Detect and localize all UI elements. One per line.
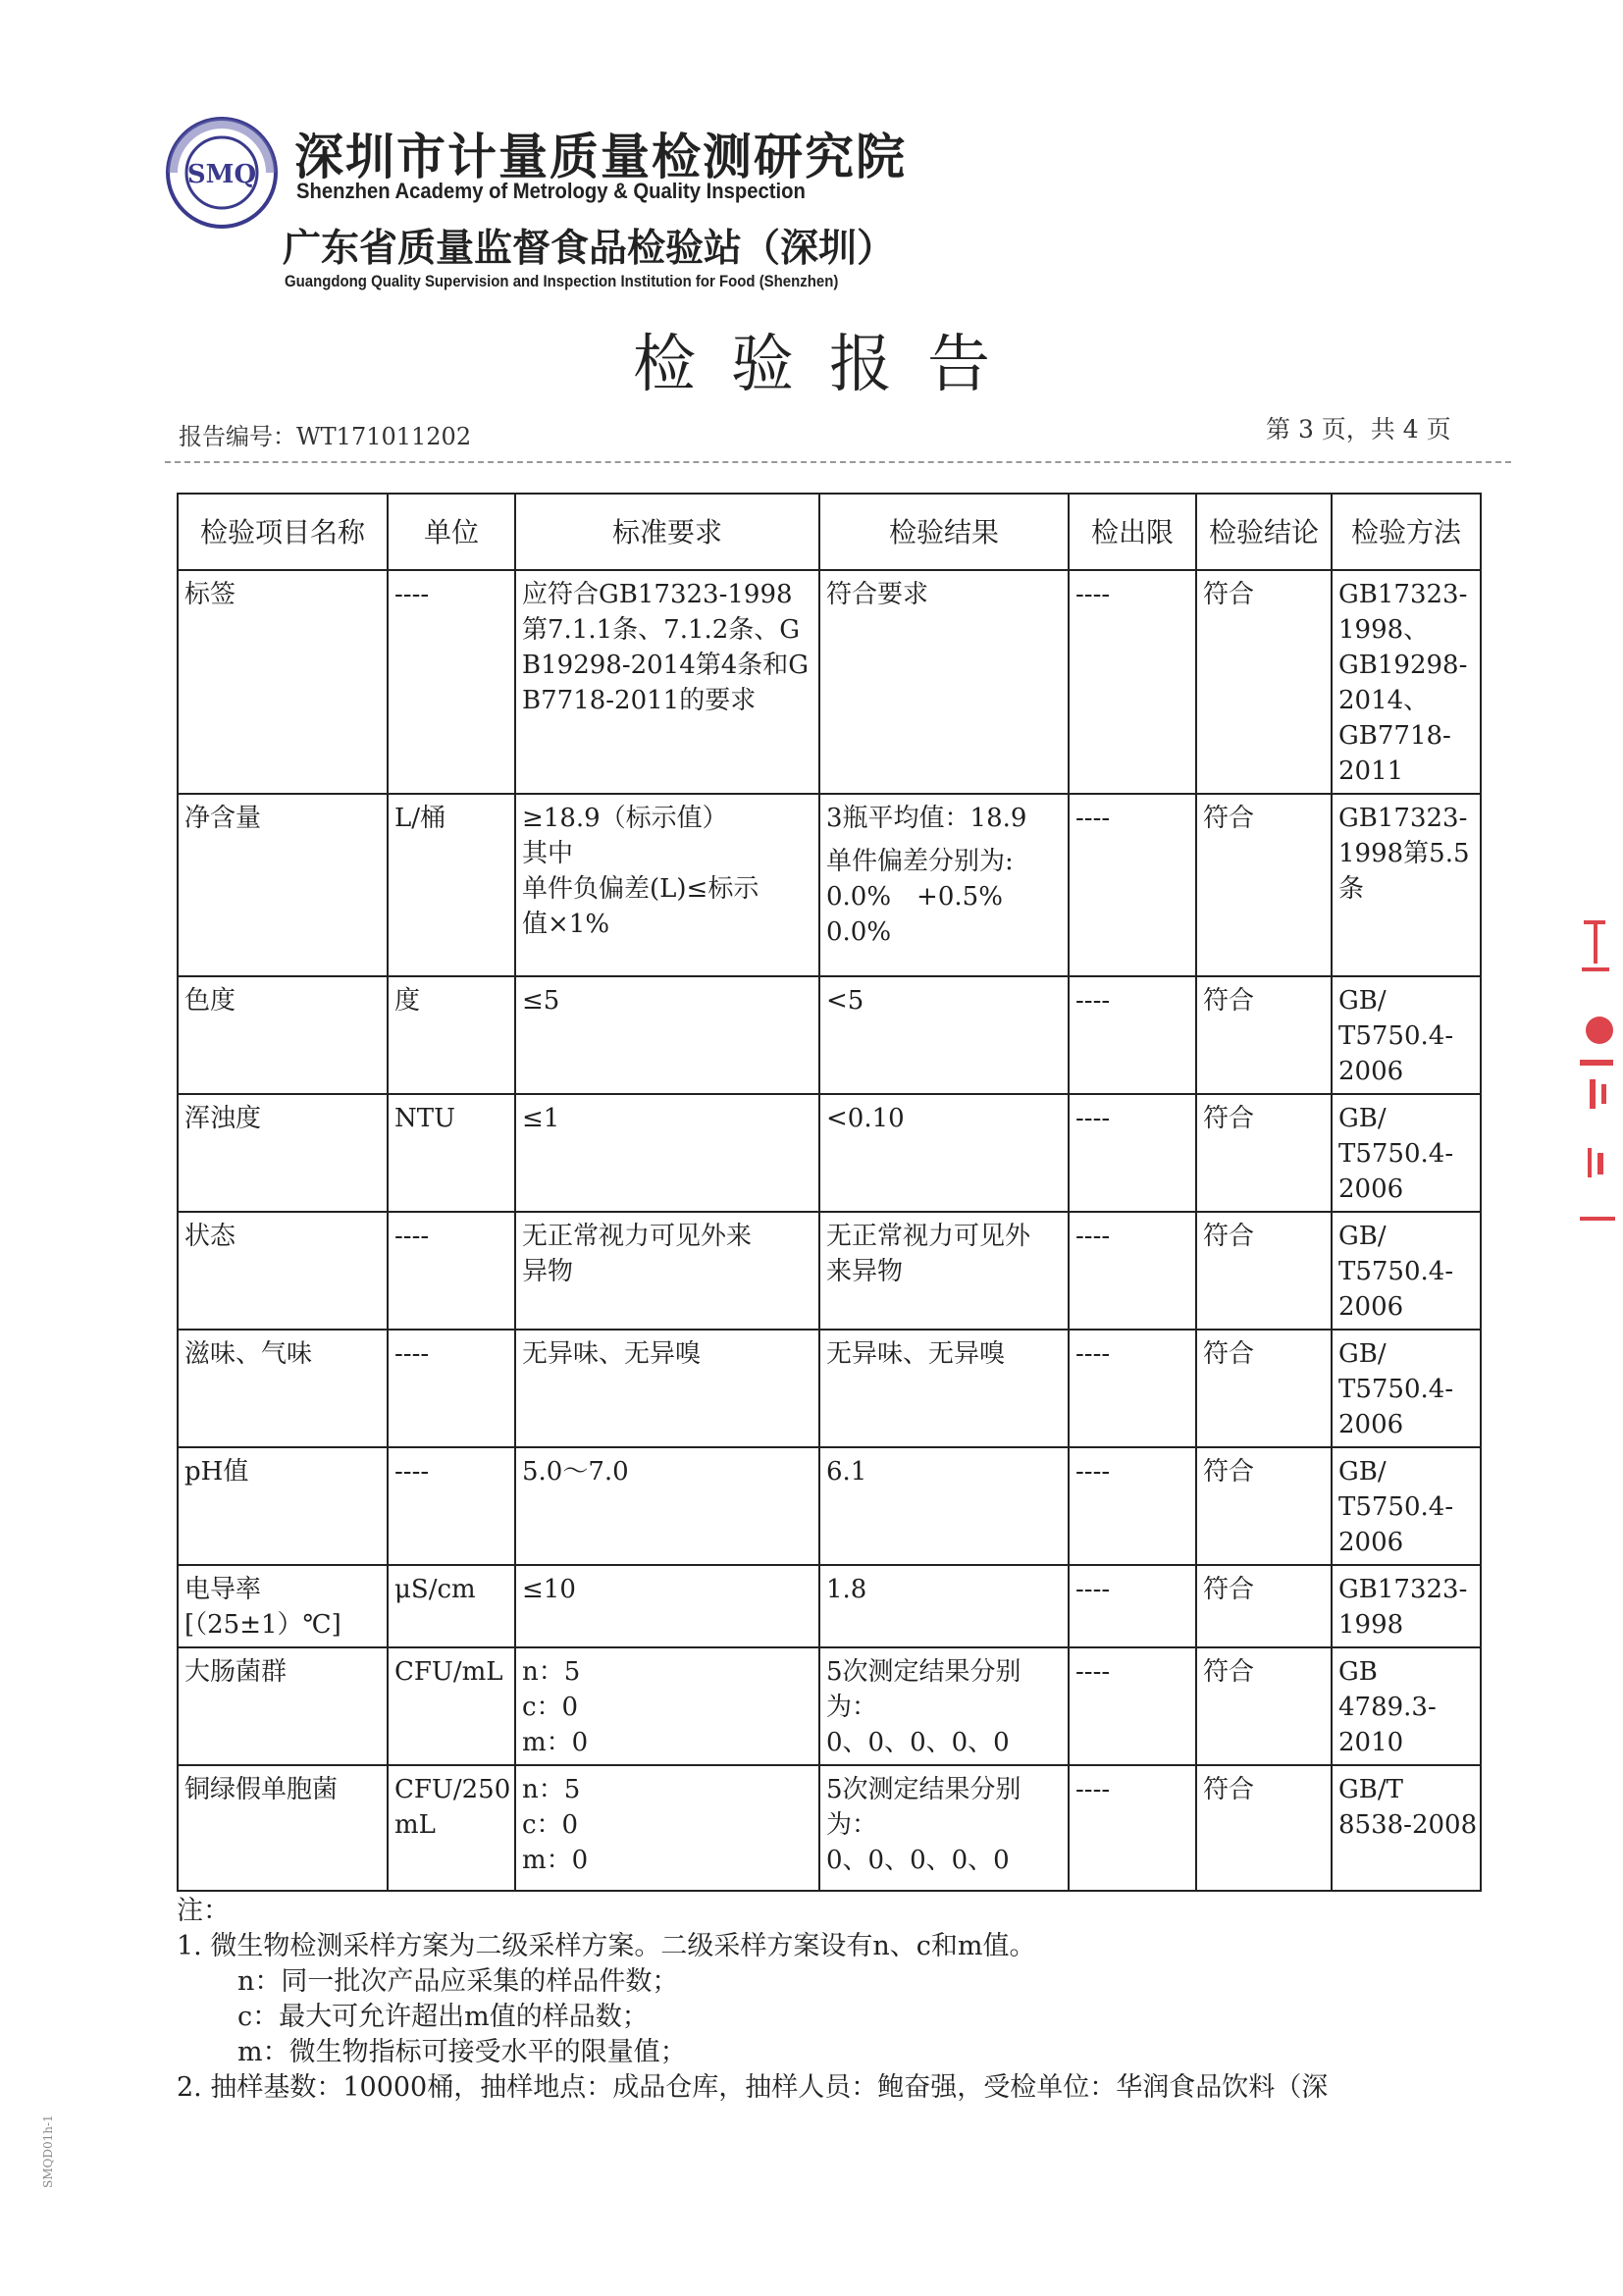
cell-line: 5.0～7.0 (522, 1457, 629, 1487)
cell-line: GB (1338, 1657, 1378, 1687)
cell-line: NTU (394, 1104, 456, 1133)
cell-line: GB/ (1338, 986, 1387, 1016)
cell-line: T5750.4- (1338, 1257, 1454, 1286)
cell-line: ---- (1075, 580, 1111, 609)
cell-result (819, 794, 1069, 976)
cell-conclusion (1196, 794, 1332, 976)
cell-item (178, 976, 388, 1094)
cell-line: 2006 (1338, 1057, 1404, 1086)
cell-line: 5次测定结果分别 (826, 1657, 1021, 1687)
cell-line: GB19298- (1338, 651, 1468, 680)
cell-line: 符合 (1203, 804, 1255, 833)
cell-line: 单件负偏差(L)≤标示 (522, 874, 759, 904)
cell-requirement (515, 1565, 819, 1647)
seam-stamp-icon (1570, 913, 1623, 1236)
cell-requirement (515, 1330, 819, 1447)
cell-line: GB17323- (1338, 804, 1468, 833)
cell-requirement (515, 570, 819, 794)
cell-limit (1069, 570, 1196, 794)
cell-line: pH值 (184, 1457, 249, 1487)
cell-line: 1998、 (1338, 615, 1430, 645)
cell-line: c：0 (522, 1693, 579, 1722)
cell-line: 电导率 (184, 1575, 262, 1604)
cell-line: ---- (1075, 986, 1111, 1016)
cell-line: 6.1 (826, 1457, 867, 1487)
cell-unit (388, 1647, 515, 1765)
cell-line: 净含量 (184, 804, 262, 833)
cell-line: 为： (826, 1810, 878, 1840)
cell-line: [（25±1）℃] (184, 1610, 341, 1640)
cell-line: 符合 (1203, 986, 1255, 1016)
notes-heading: 注： (177, 1896, 230, 1926)
cell-line: T5750.4- (1338, 1139, 1454, 1169)
cell-line: 大肠菌群 (184, 1657, 288, 1687)
cell-result (819, 1094, 1069, 1212)
cell-unit (388, 570, 515, 794)
cell-limit (1069, 976, 1196, 1094)
table-row (178, 1094, 1481, 1212)
cell-method (1332, 1647, 1481, 1765)
cell-unit (388, 976, 515, 1094)
col-header-limit: 检出限 (1069, 494, 1196, 570)
cell-requirement (515, 1647, 819, 1765)
cell-unit (388, 1765, 515, 1891)
cell-line: c：0 (522, 1810, 579, 1840)
cell-line: 符合 (1203, 580, 1255, 609)
note-c-def: c：最大可允许超出m值的样品数； (237, 2002, 649, 2032)
cell-line: 度 (394, 986, 421, 1016)
col-header-item: 检验项目名称 (178, 494, 388, 570)
cell-item (178, 1765, 388, 1891)
smq-logo-icon (165, 116, 279, 230)
note-1: 1. 微生物检测采样方案为二级采样方案。二级采样方案设有n、c和m值。 (177, 1931, 1036, 1961)
table-header-row (178, 494, 1481, 570)
header-divider (165, 461, 1511, 463)
cell-line: 应符合GB17323-1998第7.1.1条、7.1.2条、GB19298-2014第4条和GB7718-2011的要求 (522, 580, 810, 715)
cell-line: n：5 (522, 1775, 581, 1804)
cell-line: <0.10 (826, 1104, 905, 1133)
cell-item (178, 794, 388, 976)
cell-line: 无异味、无异嗅 (826, 1339, 1006, 1369)
cell-limit (1069, 1565, 1196, 1647)
cell-line: 符合 (1203, 1339, 1255, 1369)
cell-result (819, 976, 1069, 1094)
cell-line: 1.8 (826, 1575, 867, 1604)
cell-unit (388, 794, 515, 976)
table-row (178, 794, 1481, 976)
cell-requirement (515, 976, 819, 1094)
cell-method (1332, 1212, 1481, 1330)
cell-line: 其中 (522, 839, 574, 868)
cell-line: T5750.4- (1338, 1492, 1454, 1522)
cell-line: ---- (394, 1339, 430, 1369)
cell-line: 5次测定结果分别 (826, 1775, 1021, 1804)
cell-conclusion (1196, 1212, 1332, 1330)
cell-line: CFU/250 (394, 1775, 511, 1804)
cell-line: m：0 (522, 1846, 589, 1875)
cell-line: 来异物 (826, 1257, 904, 1286)
cell-line: 无正常视力可见外 (826, 1222, 1031, 1251)
cell-line: GB17323- (1338, 580, 1468, 609)
col-header-method: 检验方法 (1332, 494, 1481, 570)
cell-limit (1069, 1212, 1196, 1330)
note-m-def: m：微生物指标可接受水平的限量值； (237, 2037, 687, 2067)
page-number: 第 3 页，共 4 页 (1266, 415, 1451, 444)
cell-line: 2014、 (1338, 686, 1430, 715)
cell-line: 0.0% +0.5% (826, 882, 1003, 912)
note-2: 2. 抽样基数：10000桶，抽样地点：成品仓库，抽样人员：鲍奋强，受检单位：华润食品饮料（深 (177, 2072, 1329, 2103)
table-row (178, 1330, 1481, 1447)
cell-result (819, 1647, 1069, 1765)
cell-item (178, 1647, 388, 1765)
cell-line: 3瓶平均值：18.9 (826, 804, 1027, 833)
cell-line: CFU/mL (394, 1657, 503, 1687)
cell-line: 标签 (184, 580, 236, 609)
cell-line: 4789.3- (1338, 1693, 1437, 1722)
cell-requirement (515, 1447, 819, 1565)
cell-line: 符合要求 (826, 580, 929, 609)
table-row (178, 976, 1481, 1094)
cell-line: ---- (1075, 1222, 1111, 1251)
cell-line: mL (394, 1810, 436, 1840)
cell-line: GB/T (1338, 1775, 1403, 1804)
cell-line: 浑浊度 (184, 1104, 262, 1133)
cell-method (1332, 1094, 1481, 1212)
cell-line: GB17323- (1338, 1575, 1468, 1604)
cell-result (819, 1565, 1069, 1647)
col-header-requirement: 标准要求 (515, 494, 819, 570)
cell-line: 1998第5.5 (1338, 839, 1470, 868)
cell-result (819, 570, 1069, 794)
cell-line: 2011 (1338, 757, 1404, 786)
cell-unit (388, 1565, 515, 1647)
table-row (178, 1212, 1481, 1330)
cell-result (819, 1212, 1069, 1330)
cell-line: ---- (1075, 1339, 1111, 1369)
table-row (178, 1647, 1481, 1765)
cell-item (178, 1565, 388, 1647)
cell-line: <5 (826, 986, 864, 1016)
table-row (178, 1765, 1481, 1891)
cell-item (178, 570, 388, 794)
cell-line: T5750.4- (1338, 1375, 1454, 1404)
cell-line: 值×1% (522, 910, 610, 939)
cell-line: 2006 (1338, 1292, 1404, 1322)
cell-line: ---- (1075, 804, 1111, 833)
cell-requirement (515, 794, 819, 976)
cell-line: 0、0、0、0、0 (826, 1728, 1010, 1757)
cell-line: ---- (394, 1222, 430, 1251)
cell-requirement (515, 1765, 819, 1891)
cell-requirement (515, 1094, 819, 1212)
cell-line: ---- (1075, 1575, 1111, 1604)
report-title: 检验报告 (633, 329, 1025, 401)
col-header-conclusion: 检验结论 (1196, 494, 1332, 570)
cell-method (1332, 794, 1481, 976)
cell-conclusion (1196, 976, 1332, 1094)
cell-line: ---- (394, 1457, 430, 1487)
cell-item (178, 1447, 388, 1565)
sub-org-cn: 广东省质量监督食品检验站（深圳） (283, 227, 896, 271)
cell-line: 铜绿假单胞菌 (184, 1775, 339, 1804)
note-n-def: n：同一批次产品应采集的样品件数； (237, 1966, 679, 1997)
cell-line: ---- (1075, 1657, 1111, 1687)
cell-item (178, 1330, 388, 1447)
cell-conclusion (1196, 570, 1332, 794)
cell-conclusion (1196, 1565, 1332, 1647)
cell-line: 2006 (1338, 1174, 1404, 1204)
cell-line: ---- (1075, 1457, 1111, 1487)
cell-method (1332, 570, 1481, 794)
table-row (178, 570, 1481, 794)
cell-line: GB/ (1338, 1339, 1387, 1369)
cell-line: 无异味、无异嗅 (522, 1339, 702, 1369)
cell-line: ≥18.9（标示值） (522, 804, 728, 833)
col-header-unit: 单位 (388, 494, 515, 570)
notes (177, 1894, 1492, 2106)
cell-line: ---- (1075, 1104, 1111, 1133)
cell-result (819, 1330, 1069, 1447)
cell-line: 符合 (1203, 1457, 1255, 1487)
cell-line: 2010 (1338, 1728, 1404, 1757)
table-row (178, 1447, 1481, 1565)
cell-line: 1998 (1338, 1610, 1404, 1640)
cell-limit (1069, 1647, 1196, 1765)
cell-line: 0、0、0、0、0 (826, 1846, 1010, 1875)
cell-unit (388, 1094, 515, 1212)
cell-line: n：5 (522, 1657, 581, 1687)
report-number: 报告编号：WT171011202 (179, 423, 472, 450)
cell-line: 单件偏差分别为: (826, 847, 1014, 876)
cell-line: 符合 (1203, 1575, 1255, 1604)
cell-line: ---- (1075, 1775, 1111, 1804)
cell-conclusion (1196, 1330, 1332, 1447)
org-name-cn: 深圳市计量质量检测研究院 (294, 129, 907, 185)
margin-code: SMQD01h-1 (41, 2114, 55, 2188)
logo-text: SMQ (186, 160, 257, 189)
seam-stamp (1570, 913, 1623, 1236)
cell-method (1332, 1565, 1481, 1647)
cell-line: 2006 (1338, 1528, 1404, 1557)
table-row (178, 1565, 1481, 1647)
sub-org-en: Guangdong Quality Supervision and Inspection Institution for Food (Shenzhen) (285, 272, 839, 290)
cell-limit (1069, 794, 1196, 976)
cell-line: 无正常视力可见外来 (522, 1222, 753, 1251)
cell-limit (1069, 1765, 1196, 1891)
cell-unit (388, 1330, 515, 1447)
cell-item (178, 1212, 388, 1330)
cell-line: L/桶 (394, 804, 446, 833)
cell-line: 异物 (522, 1257, 574, 1286)
cell-line: μS/cm (394, 1575, 476, 1604)
cell-line: 0.0% (826, 917, 892, 947)
org-name-en: Shenzhen Academy of Metrology & Quality Inspection (296, 179, 806, 203)
cell-line: ---- (394, 580, 430, 609)
cell-requirement (515, 1212, 819, 1330)
inspection-table (177, 493, 1482, 1892)
cell-line: 符合 (1203, 1775, 1255, 1804)
cell-line: 条 (1338, 874, 1365, 904)
smq-logo (165, 116, 279, 230)
cell-result (819, 1765, 1069, 1891)
cell-conclusion (1196, 1447, 1332, 1565)
cell-line: m：0 (522, 1728, 589, 1757)
col-header-result: 检验结果 (819, 494, 1069, 570)
cell-line: 符合 (1203, 1657, 1255, 1687)
cell-line: GB/ (1338, 1104, 1387, 1133)
cell-line: T5750.4- (1338, 1021, 1454, 1051)
cell-conclusion (1196, 1647, 1332, 1765)
cell-line: GB/ (1338, 1222, 1387, 1251)
cell-line: 符合 (1203, 1104, 1255, 1133)
cell-line: 8538-2008 (1338, 1810, 1478, 1840)
cell-limit (1069, 1094, 1196, 1212)
cell-unit (388, 1212, 515, 1330)
cell-conclusion (1196, 1094, 1332, 1212)
cell-line: 滋味、气味 (184, 1339, 313, 1369)
cell-conclusion (1196, 1765, 1332, 1891)
cell-line: 2006 (1338, 1410, 1404, 1439)
cell-line: GB7718- (1338, 721, 1451, 751)
cell-line: ≤10 (522, 1575, 576, 1604)
cell-item (178, 1094, 388, 1212)
cell-line: GB/ (1338, 1457, 1387, 1487)
cell-line: 色度 (184, 986, 236, 1016)
cell-result (819, 1447, 1069, 1565)
cell-line: 为： (826, 1693, 878, 1722)
cell-limit (1069, 1447, 1196, 1565)
cell-method (1332, 1447, 1481, 1565)
cell-method (1332, 1330, 1481, 1447)
cell-line: 状态 (184, 1222, 236, 1251)
cell-method (1332, 1765, 1481, 1891)
cell-limit (1069, 1330, 1196, 1447)
cell-line: 符合 (1203, 1222, 1255, 1251)
cell-line: ≤5 (522, 986, 560, 1016)
cell-method (1332, 976, 1481, 1094)
cell-line: ≤1 (522, 1104, 560, 1133)
cell-unit (388, 1447, 515, 1565)
